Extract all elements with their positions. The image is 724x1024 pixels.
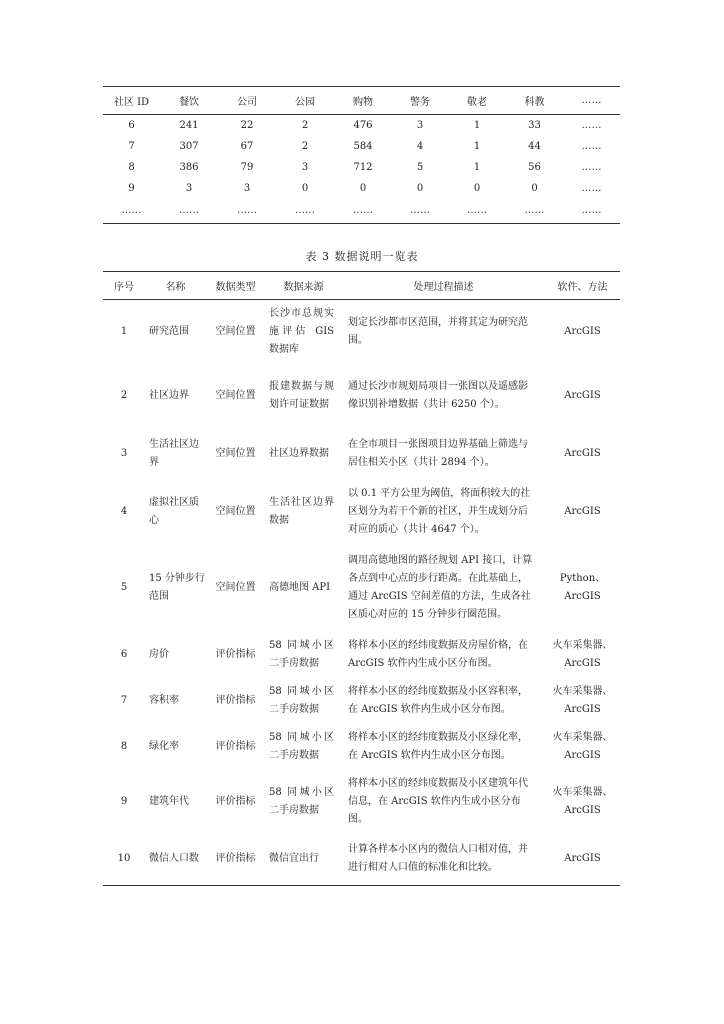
table-cell: 1 [473,119,481,131]
table-row [103,770,620,834]
table-cell: 1 [473,140,481,152]
table-cell: 0 [531,182,538,194]
column-header: 公园 [276,87,334,115]
table-cell: …… [581,161,602,173]
table-cell-no: 1 [120,325,128,337]
table-cell: 0 [301,182,309,194]
table-cell-desc: 将样本小区的经纬度数据及小区容积率，在 ArcGIS 软件内生成小区分布图。 [348,685,528,715]
table-cell-no: 5 [120,581,128,593]
table-cell-desc: 计算各样本小区内的微信人口相对值，并进行相对人口值的标准化和比较。 [342,834,545,886]
column-header: 数据类型 [206,272,265,300]
column-header: 社区 ID [103,87,160,115]
column-header: 公司 [218,87,276,115]
table-row [103,157,620,178]
table-cell-desc: 以 0.1 平方公里为阈值，将面积较大的社区划分为若干个新的社区，并生成划分后对应的质心（共计 4647 个）。 [348,487,531,535]
table-cell-no: 7 [120,694,128,706]
table-cell-tool: 火车采集器、ArcGIS [552,685,613,715]
table-cell: 1 [473,161,481,173]
table-cell: …… [334,199,392,224]
table-row [103,115,620,136]
table-cell-tool: ArcGIS [564,389,601,401]
table-cell-no: 2 [120,389,128,401]
table-row [103,300,620,364]
table-cell: …… [392,199,448,224]
table-row [103,136,620,157]
table-cell: 67 [240,140,254,152]
poi-count-table [103,86,620,224]
table-cell: 584 [353,140,373,152]
table-cell: 3 [185,182,193,194]
table-cell: 0 [416,182,424,194]
table-cell-tool: ArcGIS [545,834,620,886]
table-row [103,428,620,480]
table-cell: …… [448,199,506,224]
column-header: 软件、方法 [545,272,620,300]
table-cell-type: 空间位置 [215,447,256,459]
table-cell-type: 评价指标 [206,834,265,886]
table-cell-name: 绿化率 [149,740,179,752]
column-header: 名称 [145,272,206,300]
table-header-row [103,272,620,300]
table-row [103,199,620,224]
table-cell-name: 生活社区边界 [149,438,199,468]
table-cell-type: 评价指标 [215,740,256,752]
table-cell-tool: 火车采集器、ArcGIS [552,639,613,669]
table-cell-type: 空间位置 [215,325,256,337]
table-cell-no: 4 [120,505,128,517]
table-cell-no: 6 [120,648,128,660]
table-header-row [103,87,620,115]
table-row [103,544,620,632]
table-cell: 6 [128,119,135,131]
table-cell-source: 报建数据与规划许可证数据 [269,380,334,410]
table-cell-tool: Python、ArcGIS [559,572,606,602]
table-cell-desc: 将样本小区的经纬度数据及小区建筑年代信息，在 ArcGIS 软件内生成小区分布图。 [348,777,528,825]
table-cell-name: 容积率 [149,694,179,706]
table-cell-source: 社区边界数据 [269,447,329,459]
table-cell: 712 [353,161,373,173]
table-cell-source: 58 同城小区二手房数据 [269,786,334,816]
table-cell: 386 [179,161,199,173]
table-row [103,178,620,199]
table-cell-name: 虚拟社区质心 [149,496,199,526]
table-cell: 2 [301,140,309,152]
table-cell: 9 [128,182,135,194]
table-cell: 0 [473,182,481,194]
table-cell-type: 评价指标 [215,648,256,660]
column-header: 敬老 [448,87,506,115]
table-cell: 4 [416,140,424,152]
table-cell: …… [581,119,602,131]
column-header: 序号 [103,272,145,300]
table-cell-name: 房价 [149,648,169,660]
column-header: 餐饮 [160,87,218,115]
table-cell: 241 [179,119,199,131]
table-cell-source: 高德地图 API [269,581,331,593]
table-cell-name: 建筑年代 [149,795,189,807]
table-cell-desc: 调用高德地图的路径规划 API 接口，计算各点到中心点的步行距离。在此基础上，通过 ArcGIS 空间差值的方法，生成各社区质心对应的 15 分钟步行圈范围。 [348,554,533,620]
column-header: 数据来源 [265,272,342,300]
table-cell-source: 生活社区边界数据 [269,496,334,526]
table-cell-tool: ArcGIS [564,325,601,337]
table-cell-desc: 通过长沙市规划局项目一张图以及遥感影像识别补增数据（共计 6250 个）。 [348,380,528,410]
table-cell-source: 58 同城小区二手房数据 [269,731,334,761]
table-row [103,632,620,678]
table-caption: 表 3 数据说明一览表 [305,250,419,263]
table-cell: 56 [528,161,541,173]
table-cell-type: 空间位置 [215,581,256,593]
table-row [103,834,620,886]
table-cell-desc: 将样本小区的经纬度数据及小区绿化率，在 ArcGIS 软件内生成小区分布图。 [348,731,528,761]
table-cell: 476 [353,119,373,131]
table-cell-type: 空间位置 [215,505,256,517]
table-cell: 3 [301,161,309,173]
table-row [103,724,620,770]
table-cell: 79 [240,161,254,173]
column-header: 科教 [506,87,563,115]
table-cell-tool: ArcGIS [564,505,601,517]
data-description-table [103,271,620,886]
column-header: …… [563,87,620,115]
table-cell: …… [103,199,160,224]
table-cell-tool: 火车采集器、ArcGIS [552,731,613,761]
table-cell-source: 58 同城小区二手房数据 [269,685,334,715]
table-cell: …… [563,199,620,224]
table-cell-tool: ArcGIS [564,447,601,459]
table-cell-type: 空间位置 [215,389,256,401]
table-cell: …… [218,199,276,224]
table-cell: …… [506,199,563,224]
column-header: 购物 [334,87,392,115]
table-cell-desc: 划定长沙都市区范围，并将其定为研究范围。 [348,316,528,346]
table-cell: 7 [128,140,135,152]
table-row [103,678,620,724]
table-cell: …… [160,199,218,224]
table-cell: 3 [243,182,251,194]
table-cell-no: 8 [120,740,128,752]
table-cell: 307 [179,140,199,152]
table-cell-type: 评价指标 [215,795,256,807]
table-cell: …… [276,199,334,224]
table-cell-no: 3 [120,447,128,459]
table-cell: 8 [128,161,135,173]
table-cell-type: 评价指标 [215,694,256,706]
table-cell-name: 微信人口数 [145,834,206,886]
column-header: 警务 [392,87,448,115]
table-cell: 33 [528,119,541,131]
table-cell-desc: 在全市项目一张图项目边界基础上筛选与居住相关小区（共计 2894 个）。 [348,438,528,468]
table-cell: 22 [240,119,254,131]
table-cell: 3 [416,119,424,131]
table-cell-no: 10 [103,834,145,886]
table-row [103,364,620,428]
table-cell-name: 社区边界 [149,389,189,401]
table-row [103,480,620,544]
table-cell-tool: 火车采集器、ArcGIS [552,786,613,816]
table-cell: 44 [528,140,541,152]
table-cell: 2 [301,119,309,131]
table-cell: …… [581,140,602,152]
table-cell-no: 9 [120,795,128,807]
table-cell-source: 58 同城小区二手房数据 [269,639,334,669]
table-cell-name: 研究范围 [149,325,189,337]
table-cell: 0 [359,182,367,194]
table-cell: …… [581,182,602,194]
table-cell-source: 长沙市总规实施评估 GIS 数据库 [269,307,334,355]
table-cell: 5 [416,161,424,173]
table-cell-source: 微信宜出行 [265,834,342,886]
table-cell-desc: 将样本小区的经纬度数据及房屋价格，在 ArcGIS 软件内生成小区分布图。 [348,639,528,669]
column-header: 处理过程描述 [342,272,545,300]
table-cell-name: 15 分钟步行范围 [149,572,205,602]
